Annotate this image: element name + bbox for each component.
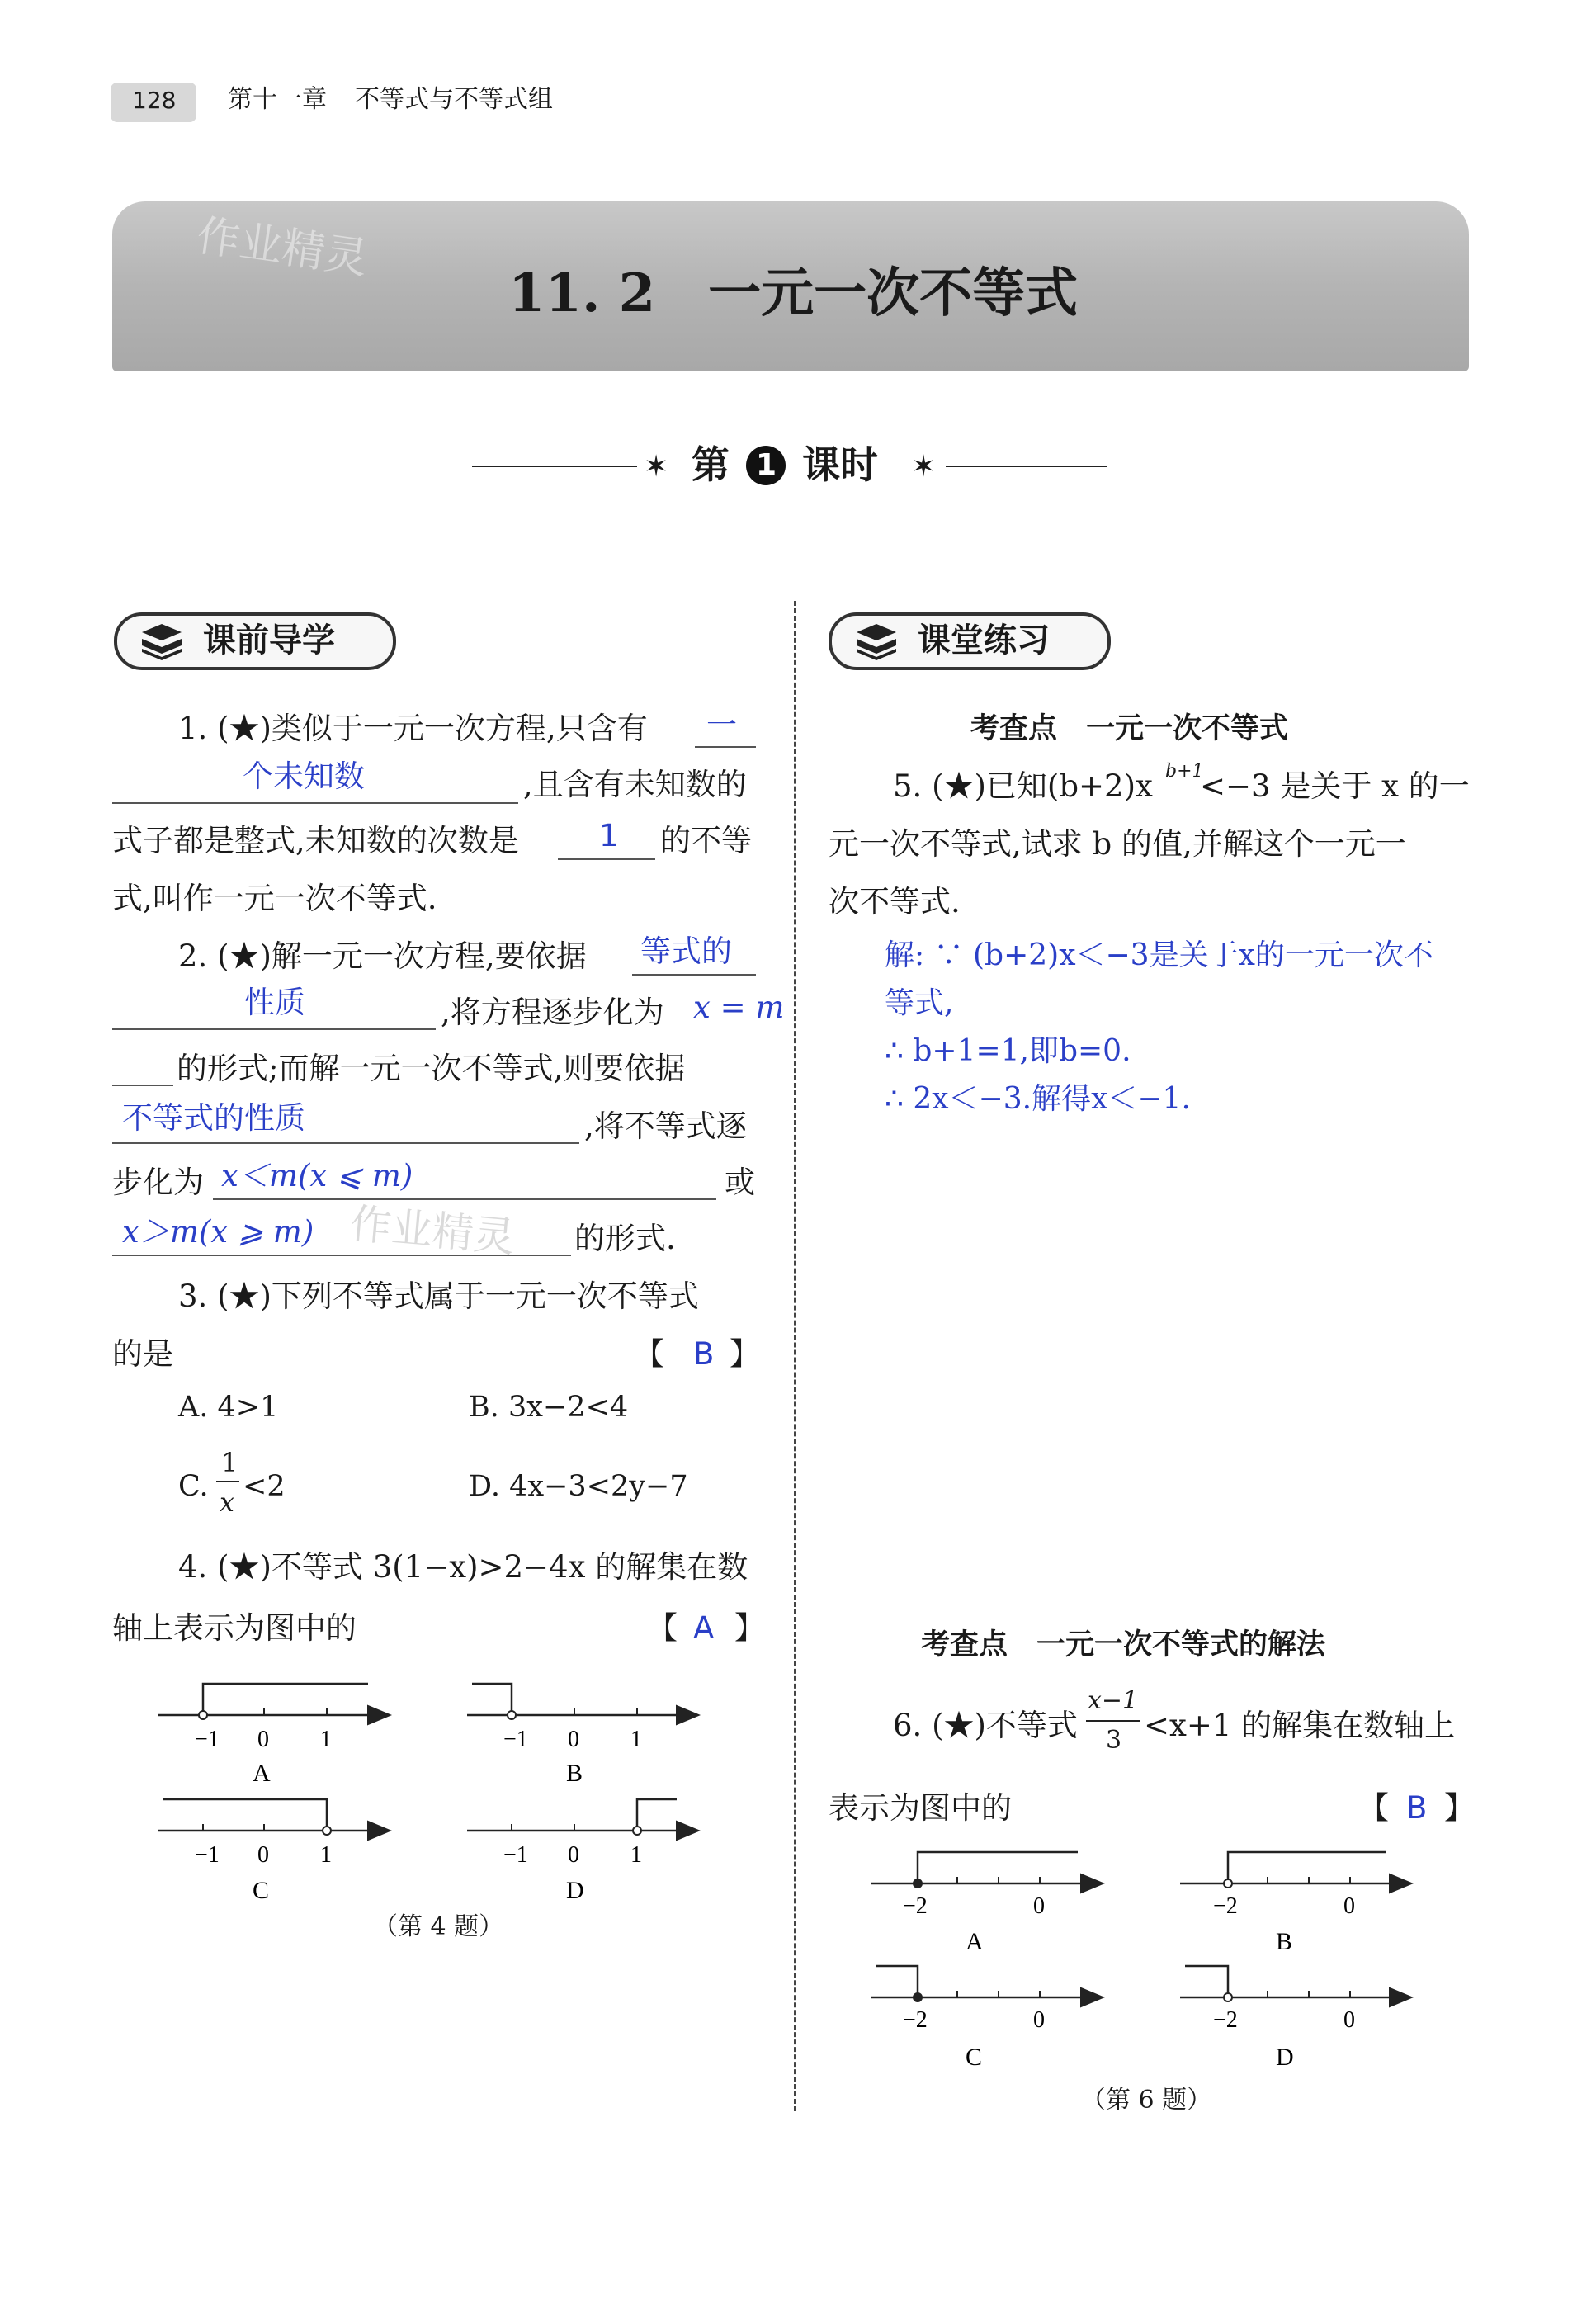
q6-numberline-a bbox=[871, 1852, 1101, 1955]
q4-d-tick-1: −1 bbox=[503, 1842, 528, 1868]
star-left: ✶ bbox=[644, 450, 669, 484]
q6-b-tick-1: −2 bbox=[1213, 1893, 1238, 1919]
q4-numberline-a bbox=[158, 1684, 388, 1787]
q4-b-tick-3: 1 bbox=[630, 1727, 642, 1752]
q4-line2: 轴上表示为图中的 bbox=[112, 1610, 357, 1646]
q4-d-label: D bbox=[566, 1877, 584, 1904]
q2-answer5: x＞m(x ⩾ m) bbox=[122, 1214, 314, 1250]
book-icon bbox=[139, 624, 185, 664]
q2-line4: ,将不等式逐 bbox=[584, 1108, 747, 1144]
lesson-prefix: 第 bbox=[692, 442, 730, 487]
q2-line3: 的形式;而解一元一次不等式,则要依据 bbox=[177, 1051, 686, 1086]
q1-line4: 式,叫作一元一次不等式. bbox=[112, 881, 437, 916]
q4-c-tick-2: 0 bbox=[257, 1842, 269, 1868]
q2-blank1a bbox=[632, 974, 756, 976]
q4-caption: （第 4 题） bbox=[373, 1912, 504, 1941]
q1-answer1b: 个未知数 bbox=[243, 759, 365, 794]
q6-fraction-bar bbox=[1086, 1720, 1140, 1722]
q4-a-tick-2: 0 bbox=[257, 1727, 269, 1752]
q4-b-tick-2: 0 bbox=[568, 1727, 579, 1752]
q1-line3: 式子都是整式,未知数的次数是 bbox=[112, 823, 519, 858]
q3-bracket-right: 】 bbox=[730, 1336, 760, 1372]
q2-answer4: x＜m(x ⩽ m) bbox=[221, 1158, 413, 1193]
q2-answer2: x = m bbox=[693, 990, 785, 1025]
q6-b-tick-2: 0 bbox=[1343, 1893, 1355, 1919]
page-number: 128 bbox=[132, 87, 177, 114]
q5-line2: 元一次不等式,试求 b 的值,并解这个一元一 bbox=[829, 826, 1406, 862]
knowledge-point-2: 考查点 一元一次不等式的解法 bbox=[921, 1628, 1326, 1661]
q1-answer1a: 一 bbox=[706, 707, 737, 743]
q2-answer3: 不等式的性质 bbox=[122, 1100, 305, 1136]
q2-line1: 2. (★)解一元一次方程,要依据 bbox=[178, 938, 587, 974]
q6-answer: B bbox=[1406, 1790, 1428, 1826]
q5-solution-3: ∴ b+1=1,即b=0. bbox=[885, 1034, 1131, 1068]
q4-numberline-b bbox=[467, 1684, 696, 1787]
lesson-suffix: 课时 bbox=[802, 442, 878, 487]
q4-d-tick-2: 0 bbox=[568, 1842, 579, 1868]
q6-line2: 表示为图中的 bbox=[829, 1790, 1012, 1826]
q6-a-label: A bbox=[966, 1928, 984, 1955]
q2-blank3 bbox=[112, 1142, 579, 1144]
column-divider bbox=[794, 601, 796, 2111]
knowledge-point-1: 考查点 一元一次不等式 bbox=[970, 712, 1289, 745]
q4-b-label: B bbox=[566, 1760, 583, 1787]
q1-line1: 1. (★)类似于一元一次方程,只含有 bbox=[178, 711, 648, 746]
q5-line1: 5. (★)已知(b+2)x bbox=[893, 768, 1153, 804]
q3-option-b: B. 3x−2<4 bbox=[469, 1391, 629, 1424]
q4-c-label: C bbox=[253, 1877, 270, 1904]
q4-bracket-right: 】 bbox=[734, 1610, 765, 1646]
q5-line1b: <−3 是关于 x 的一 bbox=[1200, 768, 1470, 804]
watermark-mid: 作业精灵 bbox=[347, 1199, 517, 1262]
q4-a-tick-1: −1 bbox=[195, 1727, 220, 1752]
q2-line5: 步化为 bbox=[112, 1165, 204, 1200]
q4-numberline-d bbox=[467, 1799, 696, 1904]
q5-solution-1: 解: ∵ (b+2)x＜−3是关于x的一元一次不 bbox=[885, 938, 1433, 972]
lesson-number: 1 bbox=[756, 448, 777, 482]
q4-c-tick-1: −1 bbox=[195, 1842, 220, 1868]
q3-option-c-post: <2 bbox=[243, 1470, 286, 1503]
q6-c-tick-2: 0 bbox=[1033, 2007, 1045, 2033]
q6-numberline-d bbox=[1180, 1966, 1409, 2071]
q3-option-c-fraction-bar bbox=[216, 1481, 239, 1482]
q3-line1: 3. (★)下列不等式属于一元一次不等式 bbox=[178, 1278, 699, 1314]
q4-numberline-c bbox=[158, 1799, 388, 1904]
star-right: ✶ bbox=[911, 450, 937, 484]
q2-or: 或 bbox=[725, 1165, 755, 1200]
q4-d-tick-3: 1 bbox=[630, 1842, 642, 1868]
q1-answer2: 1 bbox=[599, 818, 619, 853]
q6-b-label: B bbox=[1276, 1928, 1293, 1955]
lesson-rule-left bbox=[472, 466, 637, 467]
book-icon-2 bbox=[853, 624, 900, 664]
q6-d-tick-2: 0 bbox=[1343, 2007, 1355, 2033]
q6-c-tick-1: −2 bbox=[903, 2007, 928, 2033]
q2-blank2 bbox=[112, 1085, 173, 1086]
q2-answer1a: 等式的 bbox=[640, 933, 732, 969]
chapter-label: 第十一章 bbox=[228, 85, 327, 114]
q3-option-c-prefix: C. bbox=[178, 1470, 209, 1503]
q6-figure bbox=[866, 1845, 1428, 2093]
q6-numberline-c bbox=[871, 1966, 1101, 2071]
q3-option-c-num: 1 bbox=[221, 1447, 238, 1478]
q1-line3b: 的不等 bbox=[660, 823, 752, 858]
q4-line1: 4. (★)不等式 3(1−x)>2−4x 的解集在数 bbox=[178, 1549, 748, 1585]
q1-blank1a bbox=[695, 746, 756, 748]
pill-preview-label: 课前导学 bbox=[203, 621, 335, 659]
q6-d-label: D bbox=[1276, 2044, 1294, 2071]
q4-a-tick-3: 1 bbox=[320, 1727, 332, 1752]
watermark-top: 作业精灵 bbox=[193, 210, 371, 285]
q5-line3: 次不等式. bbox=[829, 884, 961, 919]
q4-answer: A bbox=[693, 1610, 715, 1646]
q1-blank1b bbox=[112, 802, 518, 804]
q4-figure bbox=[149, 1667, 710, 1915]
q6-c-label: C bbox=[966, 2044, 983, 2071]
q4-bracket-left: 【 bbox=[647, 1610, 678, 1646]
q5-exponent: b+1 bbox=[1165, 761, 1204, 782]
pill-classroom-label: 课堂练习 bbox=[918, 621, 1050, 659]
section-title: 11. 2 一元一次不等式 bbox=[508, 262, 1079, 324]
q5-solution-4: ∴ 2x＜−3.解得x＜−1. bbox=[885, 1082, 1191, 1116]
q4-c-tick-3: 1 bbox=[320, 1842, 332, 1868]
q6-fraction-num: x−1 bbox=[1088, 1686, 1139, 1715]
q1-blank2 bbox=[558, 858, 655, 860]
chapter-title: 不等式与不等式组 bbox=[355, 85, 553, 114]
q6-numberline-b bbox=[1180, 1852, 1409, 1955]
q6-d-tick-1: −2 bbox=[1213, 2007, 1238, 2033]
q6-a-tick-1: −2 bbox=[903, 1893, 928, 1919]
q6-a-tick-2: 0 bbox=[1033, 1893, 1045, 1919]
q6-bracket-left: 【 bbox=[1358, 1790, 1389, 1826]
q3-option-c-den: x bbox=[220, 1486, 235, 1518]
lesson-rule-right bbox=[946, 466, 1107, 467]
q3-line2: 的是 bbox=[112, 1336, 173, 1372]
q2-line6: 的形式. bbox=[574, 1221, 676, 1256]
q5-solution-2: 等式, bbox=[885, 986, 954, 1020]
q1-line2: ,且含有未知数的 bbox=[523, 767, 747, 802]
q6-line1: 6. (★)不等式 bbox=[893, 1708, 1078, 1743]
q6-fraction-den: 3 bbox=[1106, 1726, 1122, 1755]
q2-line2: ,将方程逐步化为 bbox=[441, 995, 664, 1030]
q4-b-tick-1: −1 bbox=[503, 1727, 528, 1752]
q6-line1b: <x+1 的解集在数轴上 bbox=[1144, 1708, 1456, 1743]
q2-blank4 bbox=[213, 1198, 716, 1200]
q4-a-label: A bbox=[253, 1760, 271, 1787]
q2-answer1b: 性质 bbox=[244, 985, 305, 1020]
q3-option-d: D. 4x−3<2y−7 bbox=[469, 1470, 688, 1503]
q3-option-a: A. 4>1 bbox=[178, 1391, 279, 1424]
q3-bracket-left: 【 bbox=[634, 1336, 664, 1372]
q6-bracket-right: 】 bbox=[1444, 1790, 1475, 1826]
q3-answer: B bbox=[693, 1336, 715, 1372]
q2-blank1b bbox=[112, 1028, 436, 1030]
q6-caption: （第 6 题） bbox=[1081, 2086, 1212, 2115]
